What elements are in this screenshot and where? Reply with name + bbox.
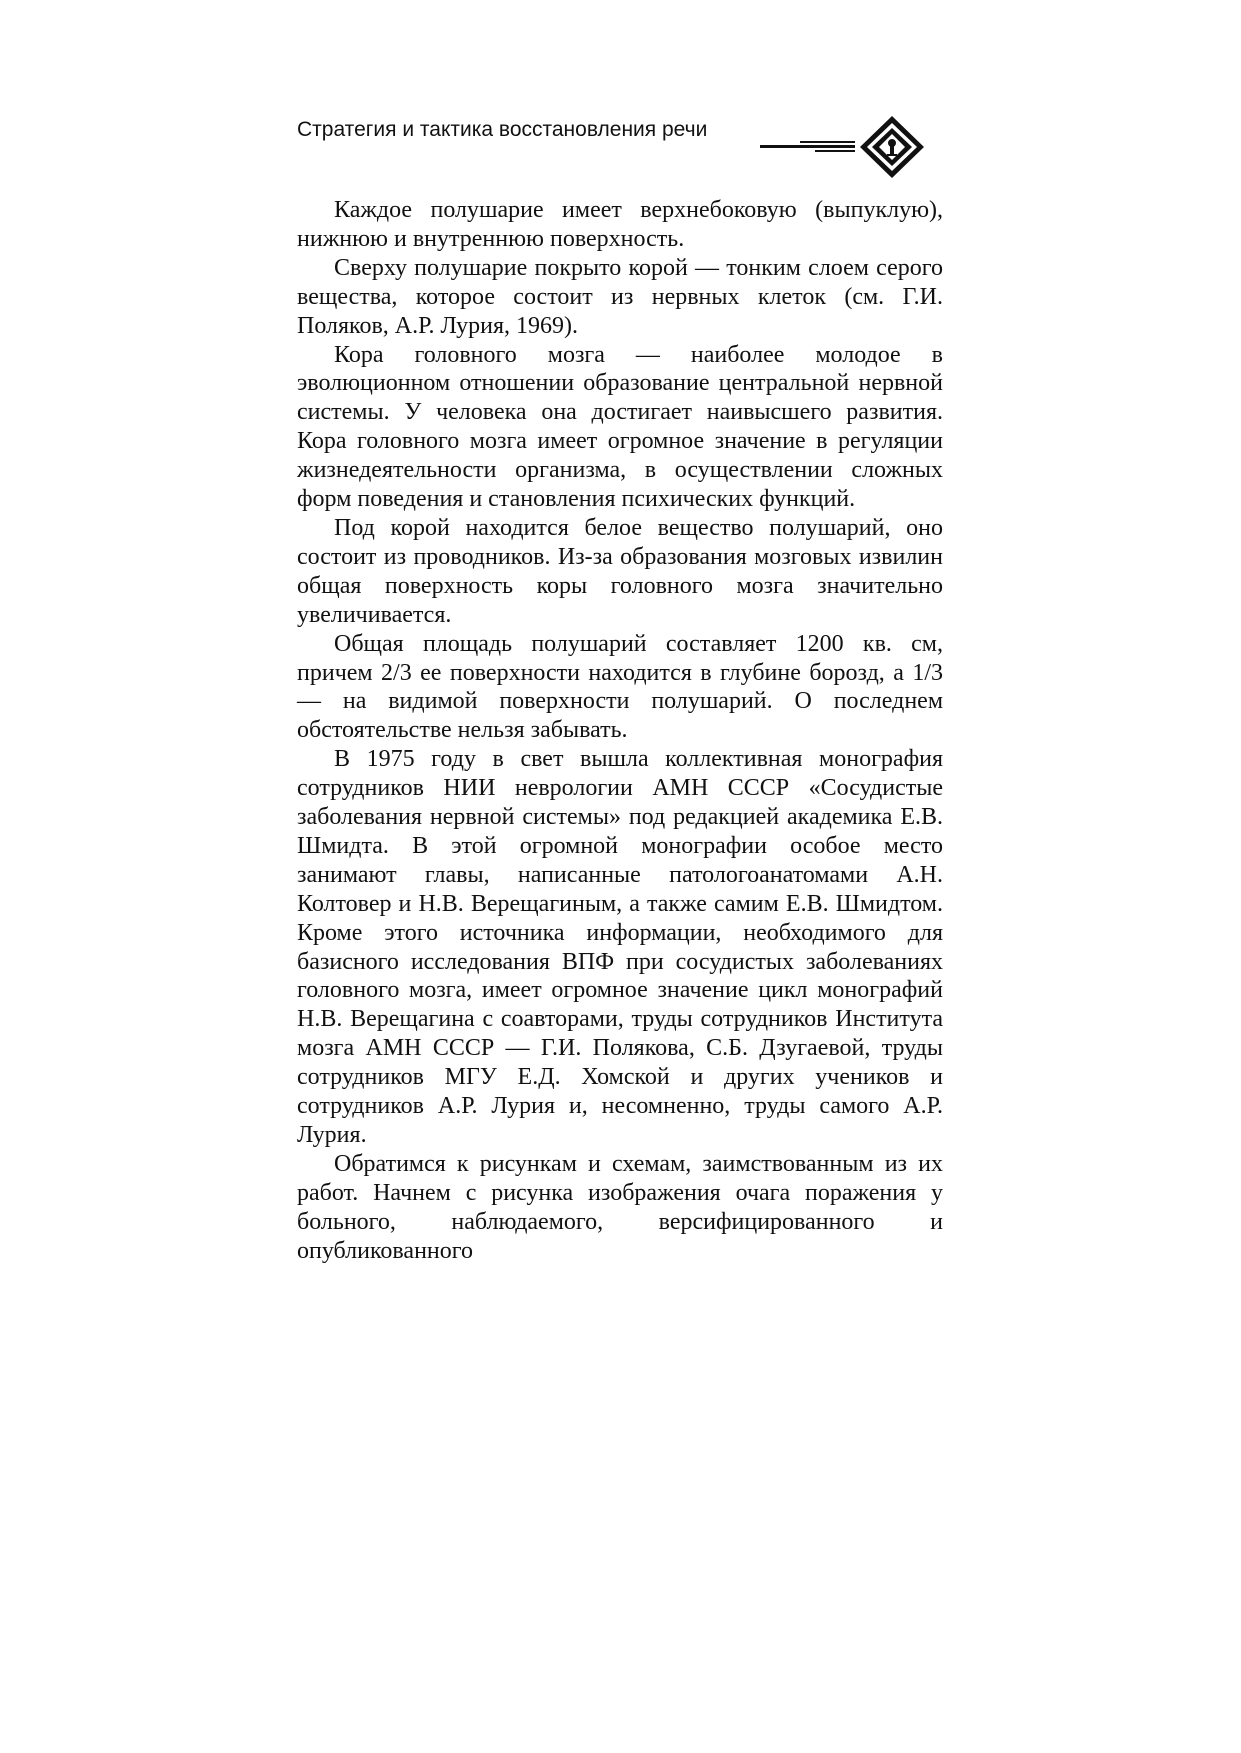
running-title: Стратегия и тактика восстановления речи — [297, 118, 708, 141]
paragraph-7: Обратимся к рисункам и схемам, заимствованным из их работ. Начнем с рисунка изображения очага поражения у больного, наблюдаемого, версифицированного и опубликованного — [297, 1150, 943, 1264]
paragraph-1: Каждое полушарие имеет верхнебоковую (выпуклую), нижнюю и внутреннюю поверхность. — [297, 197, 943, 252]
paragraph-4: Под корой находится белое вещество полушарий, оно состоит из проводников. Из-за образования мозговых извилин общая поверхность коры головного мозга значительно увеличивается. — [297, 514, 943, 628]
paragraph-3: Кора головного мозга — наиболее молодое в эволюционном отношении образование центральной нервной системы. У человека она достигает наивысшего развития. Кора головного мозга имеет огромное значение в регуляции жизнедеятельности организма, в осуществлении сложных форм поведения и становления психических функций. — [297, 341, 943, 513]
paragraph-5: Общая площадь полушарий составляет 1200 кв. см, причем 2/3 ее поверхности находится в глубине борозд, а 1/3 — на видимой поверхности полушарий. О последнем обстоятельстве нельзя забывать. — [297, 630, 943, 744]
paragraph-2: Сверху полушарие покрыто корой — тонким слоем серого вещества, которое состоит из нервных клеток (см. Г.И. Поляков, А.Р. Лурия, 1969). — [297, 254, 943, 339]
diamond-key-ornament-icon — [760, 112, 950, 182]
paragraph-6: В 1975 году в свет вышла коллективная монография сотрудников НИИ неврологии АМН СССР «Сосудистые заболевания нервной системы» под редакцией академика Е.В. Шмидта. В этой огромной монографии особое место занимают главы, написанные патологоанатомами А.Н. Колтовер и Н.В. Верещагиным, а также самим Е.В. Шмидтом. Кроме этого источника информации, необходимого для базисного исследования ВПФ при сосудистых заболеваниях головного мозга, имеет огромное значение цикл монографий Н.В. Верещагина с соавторами, труды сотрудников Института мозга АМН СССР — Г.И. Полякова, С.Б. Дзугаевой, труды сотрудников МГУ Е.Д. Хомской и других учеников и сотрудников А.Р. Лурия и, несомненно, труды самого А.Р. Лурия. — [297, 746, 943, 1148]
body-text — [297, 196, 943, 1266]
